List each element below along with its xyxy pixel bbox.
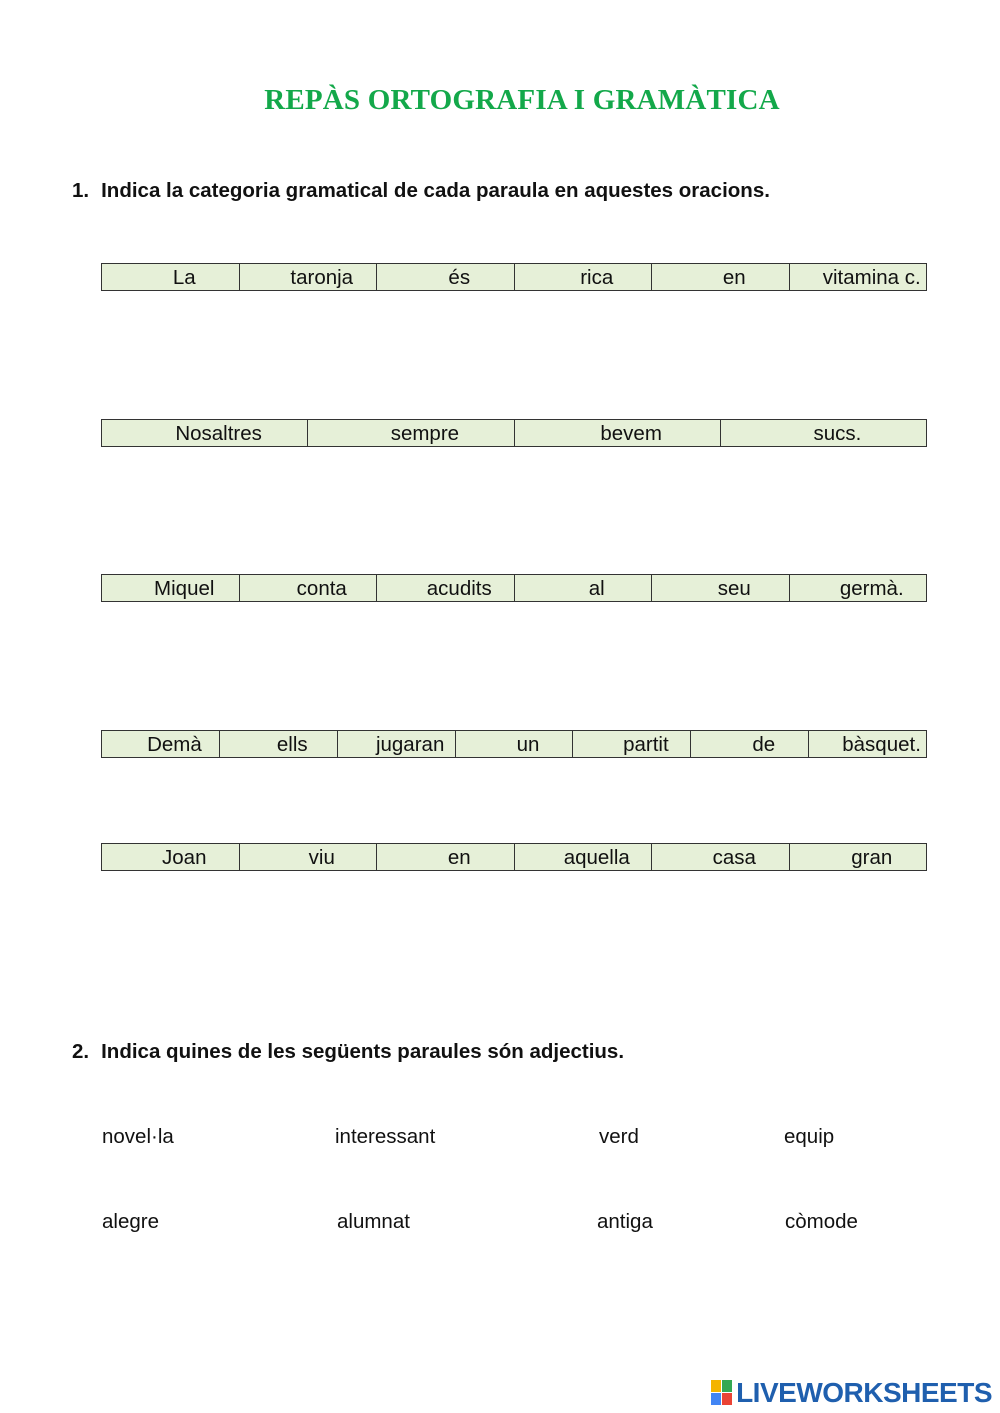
word-option[interactable]: alumnat bbox=[337, 1210, 410, 1233]
sentence-row-1 bbox=[101, 263, 927, 291]
word-text: bevem bbox=[600, 422, 662, 445]
word-text: vitamina c. bbox=[822, 266, 921, 289]
word-text: conta bbox=[296, 577, 347, 600]
word-cell[interactable] bbox=[239, 844, 377, 870]
sentence-row-5 bbox=[101, 843, 927, 871]
word-cell[interactable] bbox=[219, 731, 337, 757]
question-2 bbox=[72, 1040, 624, 1064]
word-option[interactable]: còmode bbox=[785, 1210, 858, 1233]
question-1-text: Indica la categoria gramatical de cada paraula en aquestes oracions. bbox=[101, 179, 770, 202]
word-text: aquella bbox=[563, 846, 630, 869]
word-text: acudits bbox=[426, 577, 492, 600]
word-text: és bbox=[448, 266, 471, 289]
word-text: Nosaltres bbox=[175, 422, 262, 445]
word-cell[interactable] bbox=[572, 731, 690, 757]
word-text: rica bbox=[580, 266, 614, 289]
word-cell[interactable] bbox=[651, 264, 789, 290]
sentence-row-4 bbox=[101, 730, 927, 758]
word-option[interactable]: alegre bbox=[102, 1210, 159, 1233]
question-2-number: 2. bbox=[72, 1040, 90, 1063]
word-cell[interactable] bbox=[239, 575, 377, 601]
word-cell[interactable] bbox=[102, 420, 307, 446]
word-cell[interactable] bbox=[102, 575, 239, 601]
word-text: casa bbox=[712, 846, 756, 869]
word-text: seu bbox=[717, 577, 751, 600]
word-cell[interactable] bbox=[651, 575, 789, 601]
word-text: ells bbox=[276, 733, 308, 756]
word-text: partit bbox=[623, 733, 669, 756]
word-cell[interactable] bbox=[102, 731, 219, 757]
word-cell[interactable] bbox=[789, 844, 927, 870]
word-option[interactable]: verd bbox=[599, 1125, 639, 1148]
word-text: sempre bbox=[390, 422, 460, 445]
worksheet-title: REPÀS ORTOGRAFIA I GRAMÀTICA bbox=[264, 84, 780, 116]
word-text: germà. bbox=[839, 577, 904, 600]
word-cell[interactable] bbox=[514, 844, 652, 870]
word-cell[interactable] bbox=[307, 420, 513, 446]
liveworksheets-logo bbox=[711, 1377, 992, 1409]
word-text: en bbox=[447, 846, 471, 869]
word-cell[interactable] bbox=[514, 420, 720, 446]
word-cell[interactable] bbox=[789, 264, 927, 290]
word-cell[interactable] bbox=[376, 264, 514, 290]
word-option[interactable]: novel·la bbox=[102, 1125, 174, 1148]
word-cell[interactable] bbox=[514, 264, 652, 290]
word-cell[interactable] bbox=[651, 844, 789, 870]
word-cell[interactable] bbox=[239, 264, 377, 290]
word-cell[interactable] bbox=[514, 575, 652, 601]
word-cell[interactable] bbox=[376, 844, 514, 870]
word-text: jugaran bbox=[375, 733, 445, 756]
sentence-row-3 bbox=[101, 574, 927, 602]
word-option[interactable]: antiga bbox=[597, 1210, 653, 1233]
word-text: La bbox=[172, 266, 196, 289]
word-cell[interactable] bbox=[102, 264, 239, 290]
word-text: en bbox=[722, 266, 746, 289]
word-option[interactable]: interessant bbox=[335, 1125, 436, 1148]
word-cell[interactable] bbox=[455, 731, 573, 757]
word-cell[interactable] bbox=[789, 575, 927, 601]
word-text: taronja bbox=[290, 266, 354, 289]
word-text: viu bbox=[308, 846, 335, 869]
question-2-text: Indica quines de les següents paraules són adjectius. bbox=[101, 1040, 625, 1063]
word-text: un bbox=[516, 733, 540, 756]
liveworksheets-logo-text: LIVEWORKSHEETS bbox=[736, 1377, 992, 1408]
liveworksheets-logo-icon bbox=[711, 1380, 733, 1406]
word-cell[interactable] bbox=[376, 575, 514, 601]
word-text: bàsquet. bbox=[842, 733, 921, 756]
word-text: de bbox=[752, 733, 776, 756]
word-text: Demà bbox=[147, 733, 202, 756]
word-text: al bbox=[588, 577, 605, 600]
question-1-number: 1. bbox=[72, 179, 90, 202]
question-1 bbox=[72, 179, 770, 203]
word-option[interactable]: equip bbox=[784, 1125, 835, 1148]
word-text: sucs. bbox=[813, 422, 862, 445]
word-text: gran bbox=[851, 846, 893, 869]
word-cell[interactable] bbox=[690, 731, 808, 757]
word-cell[interactable] bbox=[808, 731, 926, 757]
word-text: Joan bbox=[162, 846, 207, 869]
word-cell[interactable] bbox=[102, 844, 239, 870]
word-cell[interactable] bbox=[720, 420, 926, 446]
word-text: Miquel bbox=[154, 577, 215, 600]
word-cell[interactable] bbox=[337, 731, 455, 757]
sentence-row-2 bbox=[101, 419, 927, 447]
